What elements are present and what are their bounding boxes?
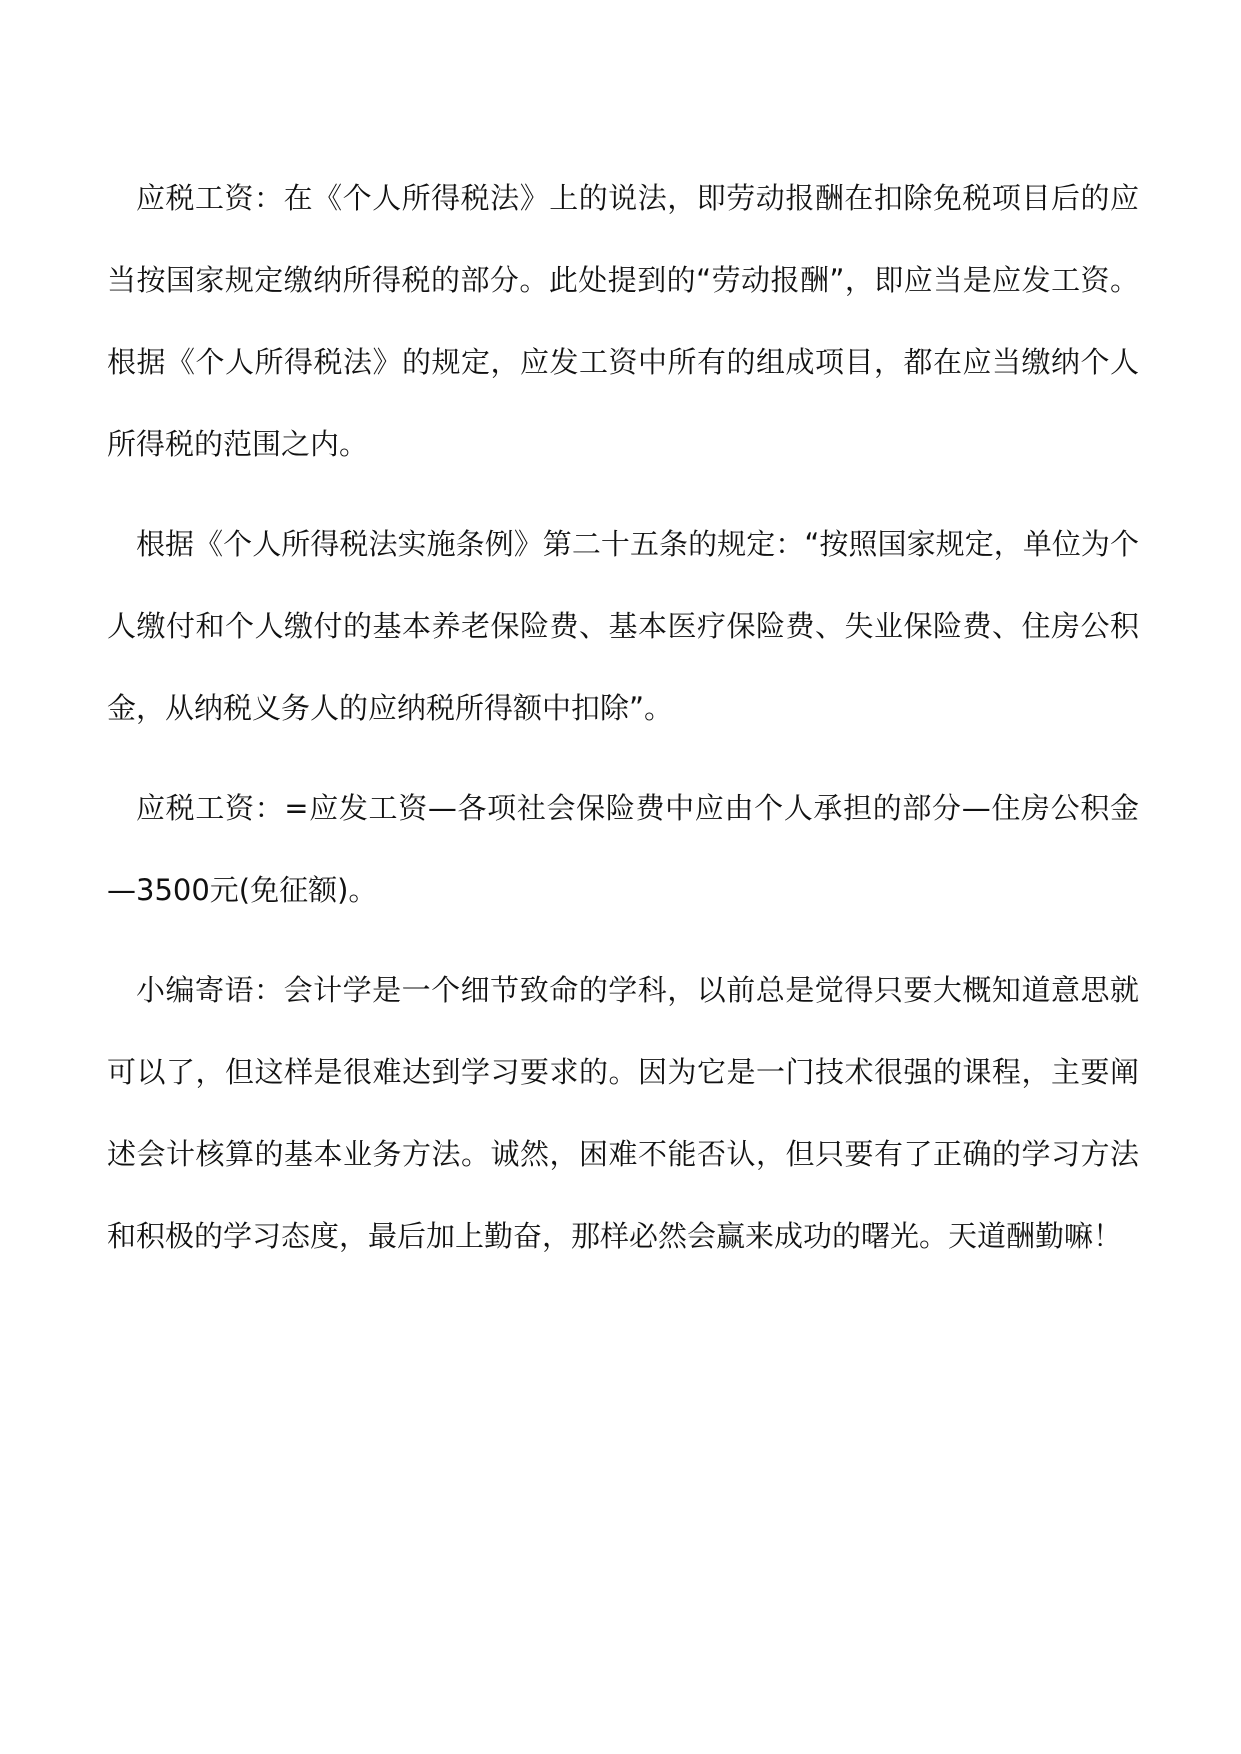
paragraph-taxable-salary-formula: 应税工资：=应发工资—各项社会保险费中应由个人承担的部分—住房公积金—3500元(免征额)。 — [107, 791, 1139, 907]
paragraph-regulation-article-25: 根据《个人所得税法实施条例》第二十五条的规定：“按照国家规定，单位为个人缴付和个人缴付的基本养老保险费、基本医疗保险费、失业保险费、住房公积金，从纳税义务人的应纳税所得额中扣除”。 — [107, 527, 1139, 725]
paragraph-editor-note: 小编寄语：会计学是一个细节致命的学科，以前总是觉得只要大概知道意思就可以了，但这样是很难达到学习要求的。因为它是一门技术很强的课程，主要阐述会计核算的基本业务方法。诚然，困难不能否认，但只要有了正确的学习方法和积极的学习态度，最后加上勤奋，那样必然会赢来成功的曙光。天道酬勤嘛！ — [107, 973, 1139, 1253]
paragraph-taxable-salary-definition: 应税工资：在《个人所得税法》上的说法，即劳动报酬在扣除免税项目后的应当按国家规定缴纳所得税的部分。此处提到的“劳动报酬”，即应当是应发工资。根据《个人所得税法》的规定，应发工资中所有的组成项目，都在应当缴纳个人所得税的范围之内。 — [107, 181, 1139, 461]
document-body — [107, 157, 1139, 1295]
